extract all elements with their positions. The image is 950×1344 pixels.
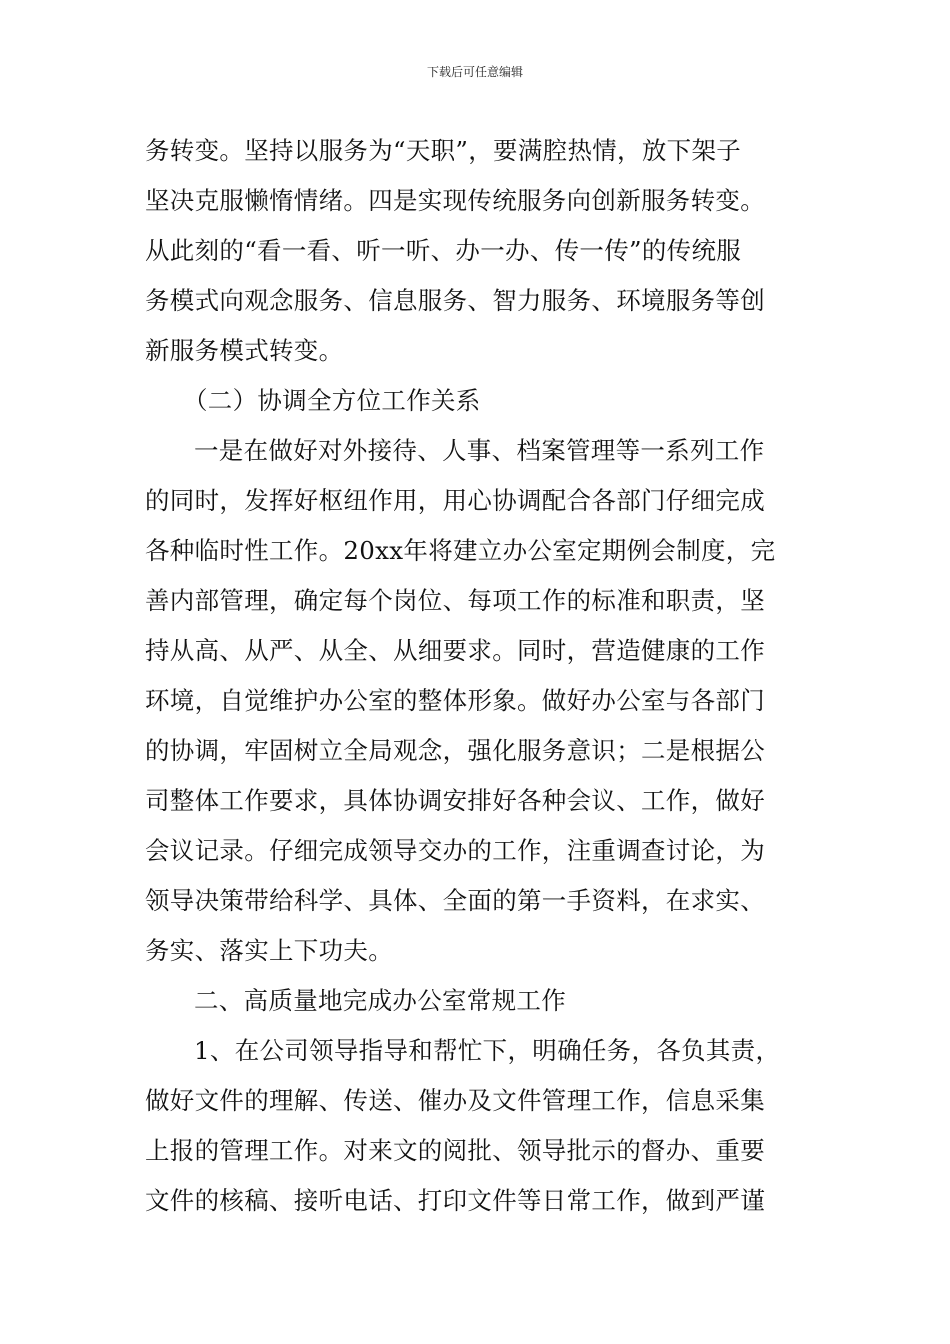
text-line: 上报的管理工作。对来文的阅批、领导批示的督办、重要 xyxy=(145,1136,765,1165)
document-body xyxy=(145,126,815,1226)
text-line: 领导决策带给科学、具体、全面的第一手资料，在求实、 xyxy=(145,886,765,915)
text-line: 善内部管理，确定每个岗位、每项工作的标准和职责，坚 xyxy=(145,586,765,615)
paragraph-first-line: 1、在公司领导指导和帮忙下，明确任务，各负其责， xyxy=(194,1036,781,1065)
text-line: 务转变。坚持以服务为“天职”，要满腔热情，放下架子 xyxy=(145,136,742,165)
text-line: 的同时，发挥好枢纽作用，用心协调配合各部门仔细完成 xyxy=(145,486,765,515)
text-line: 环境，自觉维护办公室的整体形象。做好办公室与各部门 xyxy=(145,686,765,715)
text-line: 从此刻的“看一看、听一听、办一办、传一传”的传统服 xyxy=(145,236,742,265)
text-line: 各种临时性工作。20xx年将建立办公室定期例会制度，完 xyxy=(145,536,776,565)
text-line: 坚决克服懒惰情绪。四是实现传统服务向创新服务转变。 xyxy=(145,186,765,215)
text-line: 务实、落实上下功夫。 xyxy=(145,936,393,965)
page-header: 下载后可任意编辑 xyxy=(426,65,523,79)
text-line: 的协调，牢固树立全局观念，强化服务意识；二是根据公 xyxy=(145,736,765,765)
section-heading: 二、高质量地完成办公室常规工作 xyxy=(194,986,566,1015)
text-line: 做好文件的理解、传送、催办及文件管理工作，信息采集 xyxy=(145,1086,765,1115)
text-line: 持从高、从严、从全、从细要求。同时，营造健康的工作 xyxy=(145,636,765,665)
text-line: 司整体工作要求，具体协调安排好各种会议、工作，做好 xyxy=(145,786,765,815)
section-heading: （二）协调全方位工作关系 xyxy=(183,386,481,415)
paragraph-first-line: 一是在做好对外接待、人事、档案管理等一系列工作 xyxy=(194,436,765,465)
text-line: 文件的核稿、接听电话、打印文件等日常工作，做到严谨 xyxy=(145,1186,765,1215)
text-line: 新服务模式转变。 xyxy=(145,336,344,365)
text-line: 务模式向观念服务、信息服务、智力服务、环境服务等创 xyxy=(145,286,765,315)
text-line: 会议记录。仔细完成领导交办的工作，注重调查讨论，为 xyxy=(145,836,765,865)
